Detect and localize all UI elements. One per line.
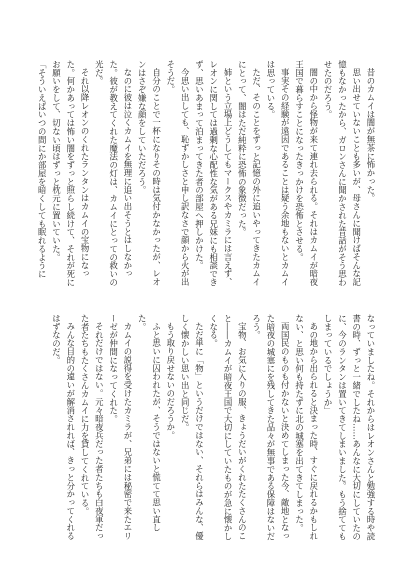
dialogue-line: 「そういえばいつの間にか部屋を暗くしても眠れるように [37,60,48,279]
paragraph: 闇の中から怪物が来て連れ去られる。それはカムイが暗夜王国で暮らすことになったきっかけを恐怖とさせる。 [294,60,319,287]
paragraph: 姉という立場上どうしてもマークスやカミラには言えず、レオンに関しては過剰な心配性な気がある兄妹にも相談できず、思いあまって泊まってきた者の部屋へ押しかけた。 [194,60,234,287]
paragraph: みんな目的の違いが解消されれば、きっと分かってくれるはずなのだ。 [51,314,76,541]
paragraph: なのに彼は泣くカムイを無理に追い出そうとはしなかった。彼が教えてくれた魔法の灯は、カムイにとっての救いの光だ。 [94,60,133,287]
lower-text-block [20,314,378,547]
paragraph: ただ、そのことをずっと記憶の外に追いやってきたカムイにとって、闇はただ純粋に恐怖の象徴だった。 [237,60,262,287]
paragraph: 今思い出しても、恥ずかしさと申し訳なさで顔から火が出そうだ。 [165,60,191,287]
paragraph: ふと思いに囚われたが、そうではないと慌てて思い直した。 [137,314,162,533]
paragraph: 両国民のものも付かないと決めてしまった今、敵地となった暗夜の城塞にを残してきた品々が無事である保障はないだろう。 [251,314,291,541]
upper-text-block [20,60,378,293]
dialogue-continuation: なっていましたね。それからはレオンさんと勉強する時や読書の時、ずっと一緒でしたね……あんなに大切にしていたのに、今のランタンは置いてきてしまいました。もう捨ててもしまっているでしょうか」 [323,314,376,541]
paragraph: カムイの説得を受けたカミラが、兄弟には秘密で来たエリーゼが仲間になってくれた。 [108,314,133,541]
paragraph: 昔のカムイは闇が無茶に怖かった。 [366,68,376,203]
paragraph: ただ単に「物」というだけではない、それらはみんな、優しく懐かしい思い出と同じだ。 [180,314,205,541]
paragraph: 思い出せていないことも多いが、母さんに聞けばそんな記憶もなかったから、ガロンさんに聞かされた昔話がそう思わせたのだろう。 [323,60,362,287]
paragraph: 自分のことで一杯になりその時は気付かなかったが、レオンはさぞ嫌な顔をしていただろう。 [137,60,162,287]
paragraph: それだけではない。元々暗夜兵だった者たちも白夜軍だった者たちもたくさんカムイに力を貸してくれている。 [80,314,105,541]
paragraph: 宝物、お気に入りの服、きょうだいがくれたたくさんのこと――カムイが暗夜王国で大切にしていたものが急に懐かしくなる。 [208,314,248,541]
paragraph: もう取り戻せないのだろうか。 [165,322,176,440]
paragraph: あの地から出られると決まった時、すぐに戻れるかもしれない、と思い何も持たずに北の城塞を出てきてしまった。 [294,314,319,541]
paragraph: 事実その経験が遠因であることは疑う余地もないとカムイは思っている。 [265,60,291,287]
paragraph: それ以降レオンのくれたランタンはカムイの宝物になった。何かあっては怖い闇をずっと照らし続けて、それが死にお願いをして、切ない頃はずっと枕元に置いていた。 [51,60,91,287]
